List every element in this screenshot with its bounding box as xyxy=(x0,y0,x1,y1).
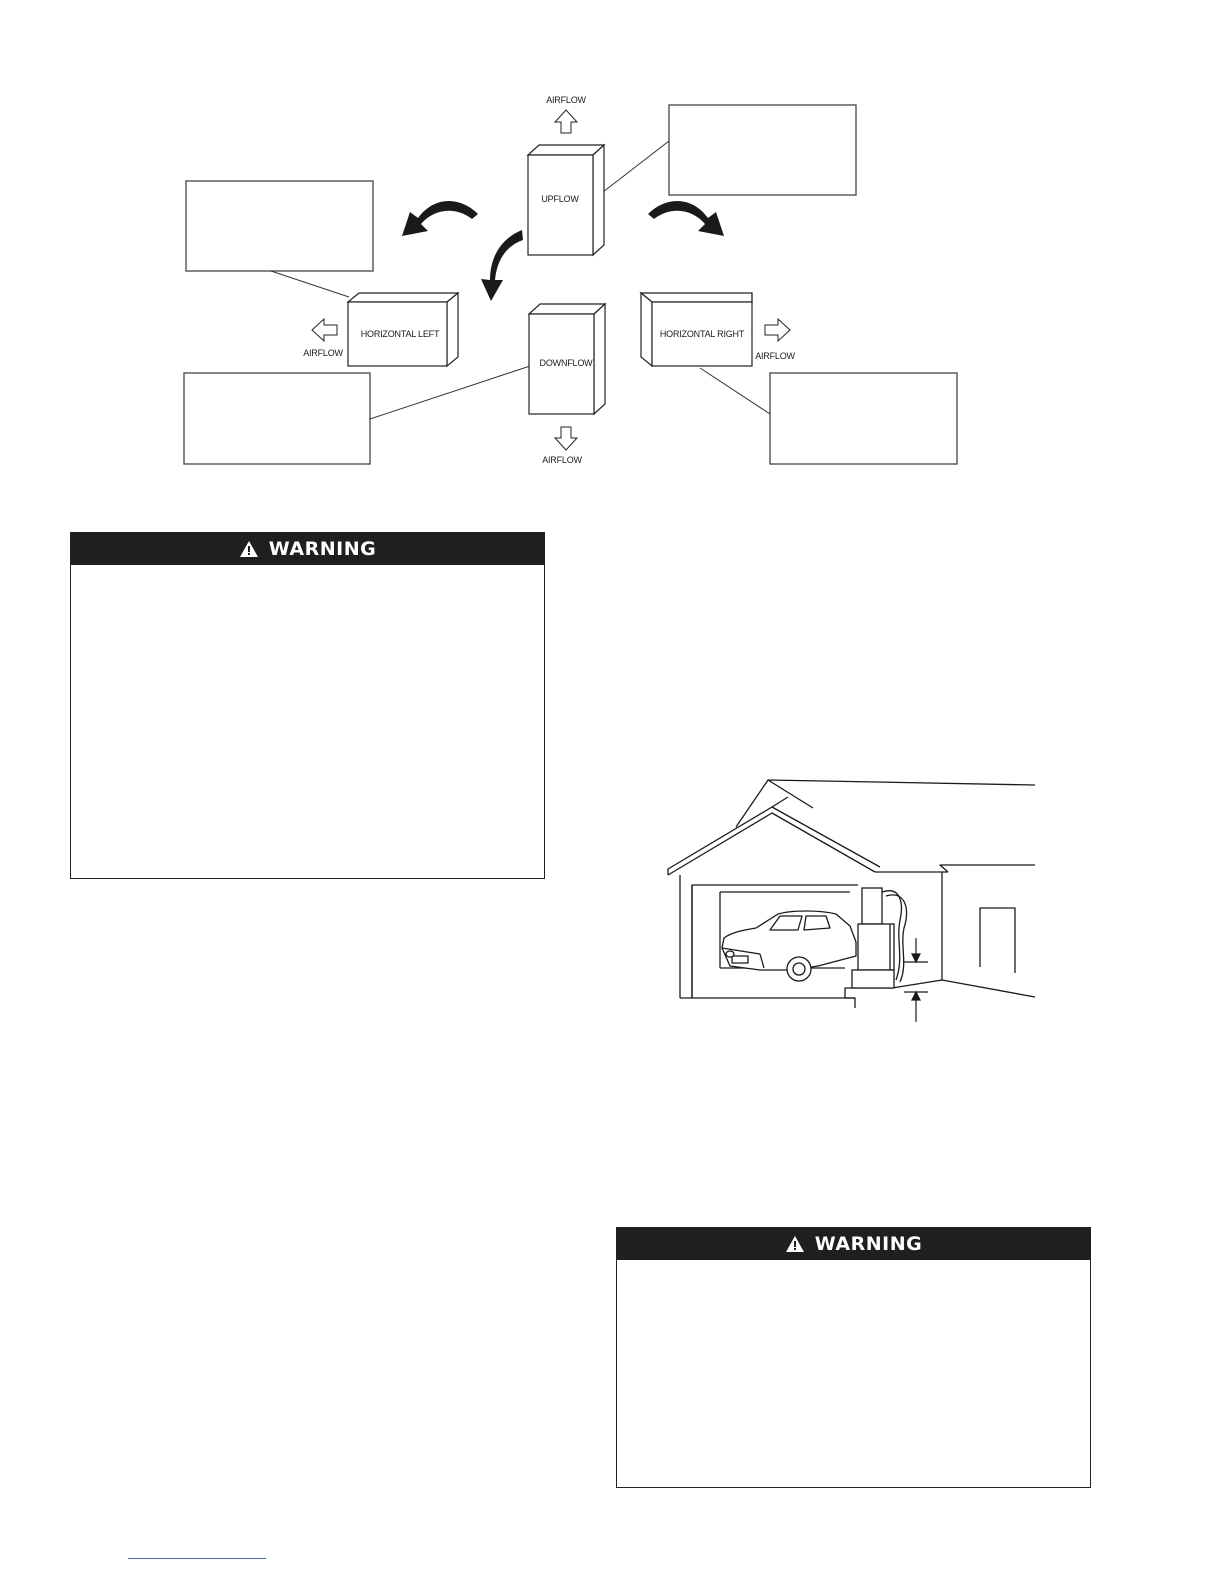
leader-line-upflow xyxy=(603,141,669,192)
clearance-dimension-arrows xyxy=(904,938,928,1022)
callout-box-horizontal-right xyxy=(770,373,957,464)
warning-header xyxy=(71,533,544,565)
horizontal-right-label: HORIZONTAL RIGHT xyxy=(659,329,745,339)
airflow-label-left: AIRFLOW xyxy=(303,348,343,358)
airflow-label-up: AIRFLOW xyxy=(546,95,586,105)
callout-box-upflow xyxy=(669,105,856,195)
leader-line-horizontal-left xyxy=(271,271,349,297)
airflow-label-right: AIRFLOW xyxy=(755,351,795,361)
warning-header xyxy=(617,1228,1090,1260)
downflow-label: DOWNFLOW xyxy=(539,358,593,368)
rotation-arrow-right-icon xyxy=(648,201,724,236)
airflow-left-arrow-icon xyxy=(312,319,337,341)
warning-title: WARNING xyxy=(814,1233,923,1255)
rotation-arrow-left-icon xyxy=(402,201,478,236)
warning-box-bottom xyxy=(616,1227,1091,1488)
callout-box-horizontal-left xyxy=(186,181,373,271)
airflow-label-down: AIRFLOW xyxy=(542,455,582,465)
warning-box-top xyxy=(70,532,545,879)
warning-title: WARNING xyxy=(268,538,377,560)
garage-installation-illustration xyxy=(660,770,1050,1030)
furnace-unit-icon xyxy=(852,888,907,988)
leader-line-downflow xyxy=(370,366,530,419)
callout-box-downflow xyxy=(184,373,370,464)
upflow-label: UPFLOW xyxy=(541,194,579,204)
car-icon xyxy=(722,911,856,981)
footer-link-underline xyxy=(128,1558,266,1559)
furnace-orientation-diagram xyxy=(0,0,1224,480)
horizontal-left-label: HORIZONTAL LEFT xyxy=(360,329,440,339)
airflow-down-arrow-icon xyxy=(555,427,577,450)
airflow-up-arrow-icon xyxy=(555,110,577,133)
warning-triangle-icon xyxy=(785,1235,805,1253)
leader-line-horizontal-right xyxy=(700,368,770,414)
airflow-right-arrow-icon xyxy=(765,319,790,341)
rotation-arrow-down-icon xyxy=(481,230,523,301)
warning-triangle-icon xyxy=(239,540,259,558)
